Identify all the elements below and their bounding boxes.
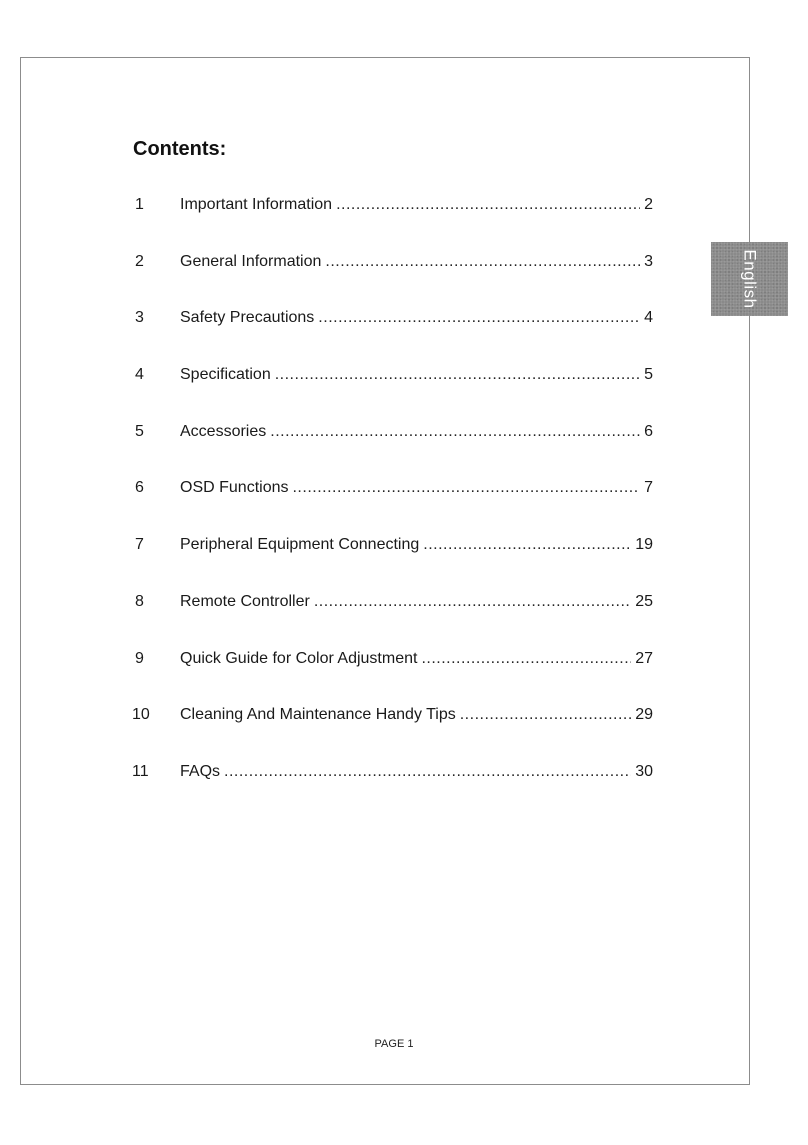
toc-entry-title: Safety Precautions bbox=[180, 309, 315, 327]
toc-entry-page: 29 bbox=[635, 706, 653, 724]
toc-entry-number: 1 bbox=[135, 196, 144, 213]
toc-entry-faqs[interactable] bbox=[130, 760, 653, 817]
toc-entry-general-information[interactable] bbox=[130, 250, 653, 307]
toc-entry-page: 25 bbox=[635, 592, 653, 610]
toc-dot-leader bbox=[270, 420, 640, 444]
toc-entry-page: 7 bbox=[644, 479, 653, 497]
toc-entry-safety-precautions[interactable] bbox=[130, 306, 653, 363]
toc-entry-title: General Information bbox=[180, 252, 322, 270]
toc-dot-leader bbox=[325, 250, 640, 274]
toc-entry-important-information[interactable] bbox=[130, 193, 653, 250]
toc-entry-page: 27 bbox=[635, 649, 653, 667]
toc-entry-cleaning-maintenance[interactable] bbox=[130, 703, 653, 760]
language-tab[interactable] bbox=[711, 242, 788, 316]
toc-dot-leader bbox=[336, 193, 640, 217]
toc-entry-title: FAQs bbox=[180, 762, 221, 780]
toc-entry-page: 2 bbox=[644, 196, 653, 213]
toc-entry-number: 2 bbox=[135, 252, 144, 270]
toc-entry-number: 5 bbox=[135, 422, 144, 440]
toc-entry-remote-controller[interactable] bbox=[130, 590, 653, 647]
toc-dot-leader bbox=[421, 647, 631, 671]
toc-dot-leader bbox=[314, 590, 631, 614]
toc-entry-page: 6 bbox=[644, 422, 653, 440]
toc-entry-page: 30 bbox=[635, 762, 653, 780]
toc-entry-title: Remote Controller bbox=[180, 592, 310, 610]
toc-entry-page: 4 bbox=[644, 309, 653, 327]
page-number: PAGE 1 bbox=[374, 1038, 414, 1050]
toc-dot-leader bbox=[292, 476, 640, 500]
toc-dot-leader bbox=[275, 363, 640, 387]
toc-entry-title: Quick Guide for Color Adjustment bbox=[180, 649, 418, 667]
toc-dot-leader bbox=[224, 760, 631, 784]
toc-entry-number: 6 bbox=[135, 479, 144, 497]
toc-dot-leader bbox=[423, 533, 631, 557]
toc-entry-number: 9 bbox=[135, 649, 144, 667]
toc-entry-number: 3 bbox=[135, 309, 144, 327]
toc-entry-peripheral-equipment[interactable] bbox=[130, 533, 653, 590]
toc-dot-leader bbox=[318, 306, 640, 330]
toc-entry-osd-functions[interactable] bbox=[130, 476, 653, 533]
toc-entry-title: Important Information bbox=[180, 196, 333, 213]
table-of-contents bbox=[130, 193, 653, 817]
toc-entry-title: OSD Functions bbox=[180, 479, 289, 497]
toc-entry-number: 7 bbox=[135, 536, 144, 554]
toc-entry-title: Accessories bbox=[180, 422, 267, 440]
toc-entry-specification[interactable] bbox=[130, 363, 653, 420]
toc-entry-accessories[interactable] bbox=[130, 420, 653, 477]
toc-entry-number: 8 bbox=[135, 592, 144, 610]
toc-entry-number: 10 bbox=[132, 706, 150, 724]
contents-heading: Contents: bbox=[133, 138, 227, 160]
toc-entry-page: 5 bbox=[644, 366, 653, 384]
toc-entry-page: 19 bbox=[635, 536, 653, 554]
toc-entry-number: 11 bbox=[132, 762, 149, 780]
toc-entry-title: Cleaning And Maintenance Handy Tips bbox=[180, 706, 456, 724]
toc-dot-leader bbox=[460, 703, 631, 727]
language-tab-label: English bbox=[740, 249, 760, 309]
toc-entry-title: Specification bbox=[180, 366, 271, 384]
toc-entry-color-adjustment[interactable] bbox=[130, 647, 653, 704]
toc-entry-title: Peripheral Equipment Connecting bbox=[180, 536, 420, 554]
toc-entry-number: 4 bbox=[135, 366, 144, 384]
toc-entry-page: 3 bbox=[644, 252, 653, 270]
